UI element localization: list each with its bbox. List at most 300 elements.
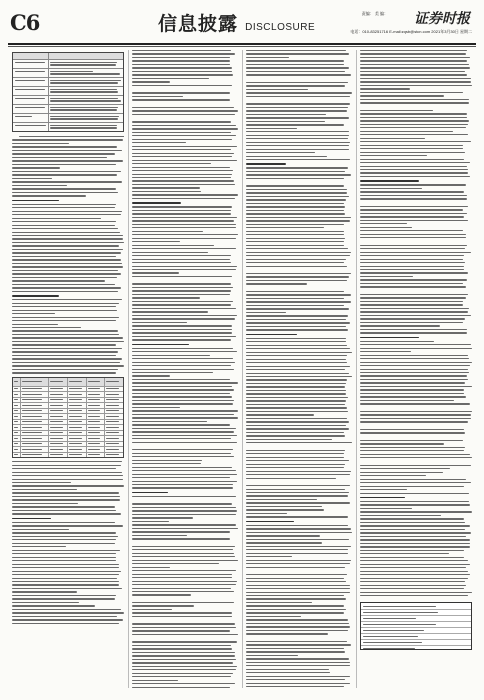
table-row (361, 645, 471, 651)
text-line (360, 571, 468, 572)
text-line (12, 598, 115, 599)
text-line (12, 317, 119, 318)
text-line (132, 174, 232, 175)
text-line (132, 553, 234, 554)
text-line (360, 227, 412, 228)
text-line (360, 362, 472, 363)
text-line (132, 266, 237, 267)
text-line (360, 592, 472, 593)
text-line (360, 110, 433, 111)
text-line (12, 557, 116, 558)
text-line (132, 666, 237, 667)
text-line (360, 440, 463, 441)
text-line (132, 602, 234, 603)
text-line (12, 358, 122, 359)
text-line (246, 82, 348, 83)
text-line (246, 352, 352, 353)
text-line (50, 82, 118, 83)
text-line (12, 355, 116, 356)
table-row (13, 441, 123, 447)
text-line (12, 578, 117, 579)
text-line (12, 150, 122, 151)
text-line (132, 574, 232, 575)
header-rule (8, 43, 476, 45)
text-line (360, 206, 468, 207)
text-line (132, 648, 232, 649)
table-cell (13, 123, 48, 131)
contact-line: 电话：010-83251716 E-mail:zqsb@stcn.com 2021年3月30日 星期二 (350, 29, 472, 34)
text-line (246, 64, 344, 65)
text-line (360, 131, 453, 132)
text-line (246, 393, 346, 394)
text-line (12, 496, 120, 497)
text-line (50, 127, 116, 128)
text-line (246, 135, 349, 136)
text-line (132, 588, 231, 589)
text-line (246, 633, 328, 634)
text-line (360, 578, 468, 579)
text-line (360, 269, 464, 270)
text-line (12, 324, 58, 325)
text-line (360, 134, 468, 135)
text-line (246, 655, 298, 656)
text-line (246, 171, 345, 172)
text-line (132, 645, 231, 646)
text-line (15, 89, 45, 90)
text-line (246, 74, 351, 75)
table-cell (86, 378, 105, 386)
table-cell (13, 431, 20, 436)
table-cell (20, 398, 48, 403)
section-subtitle: DISCLOSURE (245, 22, 316, 33)
table-cell (48, 60, 123, 68)
text-line (360, 493, 469, 494)
text-line (12, 472, 122, 473)
table-cell (48, 78, 123, 86)
table-cell (86, 436, 105, 441)
text-line (246, 213, 345, 214)
text-line (132, 322, 187, 323)
text-line (246, 414, 314, 415)
text-line (360, 301, 463, 302)
text-line (132, 114, 235, 115)
text-line (246, 400, 346, 401)
text-line (360, 550, 464, 551)
text-line (246, 366, 350, 367)
text-line (132, 121, 231, 122)
text-line (132, 194, 238, 195)
text-line (12, 553, 116, 554)
text-line (246, 499, 317, 500)
table-cell (13, 105, 48, 113)
text-line (246, 152, 315, 153)
text-line (132, 283, 231, 284)
editor-line: 责编： 美 编： (361, 11, 388, 16)
text-line (15, 125, 47, 126)
table-cell (13, 78, 48, 86)
text-line (50, 64, 116, 65)
text-line (132, 567, 170, 568)
text-line (360, 294, 468, 295)
text-line (246, 379, 347, 380)
table-cell (67, 431, 86, 436)
text-line (50, 71, 93, 72)
text-line (360, 375, 467, 376)
text-line (360, 482, 471, 483)
text-line (12, 218, 101, 219)
text-line (246, 665, 350, 666)
text-line (12, 157, 107, 158)
text-line (12, 284, 115, 285)
text-line (360, 127, 466, 128)
table-cell (48, 387, 67, 392)
text-line (360, 365, 470, 366)
table-cell (104, 425, 123, 430)
text-line (360, 95, 444, 96)
table-cell (13, 87, 48, 95)
table-cell (86, 409, 105, 414)
subheading-line (360, 497, 405, 499)
text-line (15, 116, 33, 117)
text-line (360, 71, 465, 72)
text-line (360, 50, 467, 51)
text-line (246, 369, 345, 370)
signature-table (360, 602, 472, 650)
text-line (360, 355, 468, 356)
text-line (12, 510, 116, 511)
table-cell (13, 96, 48, 104)
text-line (12, 327, 81, 328)
text-line (132, 594, 191, 595)
table-cell (104, 392, 123, 397)
text-line (246, 53, 349, 54)
text-line (246, 71, 345, 72)
text-line (360, 369, 468, 370)
text-line (132, 290, 231, 291)
text-line (246, 326, 346, 327)
text-line (50, 91, 118, 92)
table-cell (20, 431, 48, 436)
table-cell (67, 414, 86, 419)
text-line (12, 529, 69, 530)
text-line (132, 64, 230, 65)
text-line (360, 585, 466, 586)
table-cell (48, 96, 123, 104)
text-line (246, 418, 347, 419)
text-line (246, 315, 348, 316)
text-line (360, 78, 471, 79)
text-line (360, 245, 467, 246)
text-line (12, 185, 67, 186)
text-line (132, 673, 233, 674)
text-line (246, 329, 348, 330)
text-line (12, 503, 78, 504)
text-line (132, 180, 234, 181)
text-line (132, 217, 237, 218)
table-cell (48, 114, 123, 122)
text-line (19, 136, 124, 137)
subheading-line (132, 344, 189, 346)
text-line (132, 125, 236, 126)
text-line (246, 612, 344, 613)
text-line (12, 280, 105, 281)
text-line (246, 192, 347, 193)
text-line (12, 306, 116, 307)
table-cell (48, 453, 67, 458)
text-line (246, 471, 351, 472)
text-line (246, 525, 348, 526)
text-line (132, 517, 193, 518)
text-line (246, 549, 348, 550)
text-line (132, 424, 230, 425)
table-cell (13, 414, 20, 419)
header-rule-thin (8, 46, 476, 47)
text-line (360, 418, 471, 419)
text-line (360, 543, 470, 544)
text-line (360, 166, 467, 167)
text-line (246, 425, 346, 426)
table-cell (20, 447, 48, 452)
table-cell (48, 414, 67, 419)
table-cell (20, 420, 48, 425)
table-cell (48, 409, 67, 414)
text-line (132, 139, 232, 140)
text-line (12, 468, 116, 469)
text-line (12, 259, 121, 260)
text-line (12, 536, 118, 537)
text-line (246, 435, 345, 436)
text-line (246, 276, 349, 277)
text-line (360, 539, 470, 540)
text-line (12, 214, 121, 215)
text-line (12, 192, 118, 193)
text-line (360, 465, 471, 466)
text-line (360, 532, 471, 533)
text-line (132, 487, 233, 488)
text-line (132, 470, 236, 471)
text-line (360, 581, 465, 582)
text-line (12, 372, 116, 373)
text-line (132, 269, 236, 270)
text-line (132, 531, 230, 532)
text-line (246, 464, 345, 465)
text-line (246, 460, 349, 461)
text-line (132, 514, 236, 515)
table-cell (67, 398, 86, 403)
text-line (12, 499, 120, 500)
text-line (360, 272, 468, 273)
text-line (132, 556, 235, 557)
text-line (132, 128, 238, 129)
text-line (360, 522, 465, 523)
text-line (132, 474, 237, 475)
text-line (360, 432, 465, 433)
table-row (13, 104, 123, 113)
text-line (12, 232, 120, 233)
text-line (360, 57, 470, 58)
text-line (132, 248, 236, 249)
text-line (132, 535, 187, 536)
text-line (12, 310, 117, 311)
table-cell (13, 447, 20, 452)
text-line (246, 312, 286, 313)
text-line (360, 155, 427, 156)
table-cell (13, 378, 20, 386)
text-line (246, 457, 344, 458)
text-line (132, 71, 232, 72)
text-line (12, 181, 122, 182)
text-line (246, 338, 346, 339)
table-row (13, 59, 123, 68)
text-line (132, 287, 233, 288)
text-line (246, 421, 349, 422)
text-line (132, 311, 208, 312)
table-cell (20, 387, 48, 392)
text-line (12, 591, 77, 592)
text-line (246, 262, 344, 263)
text-line (246, 359, 346, 360)
text-line (12, 164, 116, 165)
text-line (360, 515, 441, 516)
text-line (246, 676, 350, 677)
text-line (360, 400, 454, 401)
text-line (360, 332, 467, 333)
text-line (132, 156, 232, 157)
text-line (132, 329, 232, 330)
text-line (246, 506, 322, 507)
table-cell (48, 398, 67, 403)
text-line (246, 305, 344, 306)
text-line (132, 400, 234, 401)
text-line (15, 62, 46, 63)
text-line (246, 149, 349, 150)
text-line (132, 142, 186, 143)
text-line (360, 475, 426, 476)
text-line (246, 255, 350, 256)
text-line (360, 286, 466, 287)
text-line (12, 263, 122, 264)
text-line (360, 148, 463, 149)
text-line (246, 121, 325, 122)
table-row (13, 68, 123, 77)
table-row (13, 413, 123, 419)
table-cell (86, 453, 105, 458)
text-line (360, 468, 450, 469)
text-line (246, 651, 345, 652)
column-3 (246, 50, 352, 690)
text-line (360, 389, 464, 390)
text-line (246, 174, 351, 175)
text-line (132, 297, 200, 298)
text-line (12, 160, 123, 161)
table-cell (67, 378, 86, 386)
text-line (246, 492, 349, 493)
text-line (246, 602, 312, 603)
table-cell (13, 442, 20, 447)
text-line (360, 379, 468, 380)
text-line (246, 60, 344, 61)
text-line (246, 301, 351, 302)
table-cell (48, 87, 123, 95)
table-cell (13, 392, 20, 397)
text-line (12, 588, 122, 589)
text-line (360, 176, 470, 177)
text-line (132, 339, 231, 340)
text-line (132, 67, 232, 68)
text-line (132, 659, 236, 660)
table-cell (104, 387, 123, 392)
text-line (246, 131, 349, 132)
text-line (12, 465, 121, 466)
text-line (360, 454, 470, 455)
text-line (246, 605, 344, 606)
text-line (132, 255, 231, 256)
text-line (246, 124, 344, 125)
text-line (50, 109, 116, 110)
text-line (246, 574, 347, 575)
text-line (132, 224, 236, 225)
text-line (360, 508, 412, 509)
table-cell (13, 387, 20, 392)
text-line (12, 221, 116, 222)
text-line (246, 231, 344, 232)
text-line (246, 266, 347, 267)
table-cell (13, 436, 20, 441)
text-line (360, 574, 470, 575)
text-line (246, 252, 351, 253)
table-cell (104, 398, 123, 403)
subheading-line (132, 202, 181, 204)
text-line (246, 467, 344, 468)
text-line (12, 571, 121, 572)
table-cell (13, 453, 20, 458)
text-line (360, 255, 464, 256)
table-cell (48, 123, 123, 131)
text-line (12, 513, 121, 514)
text-line (360, 386, 472, 387)
text-line (360, 308, 469, 309)
text-line (12, 270, 118, 271)
table-cell (13, 60, 48, 68)
text-line (132, 616, 232, 617)
text-line (246, 535, 320, 536)
text-line (360, 536, 466, 537)
table-cell (86, 447, 105, 452)
text-line (12, 341, 124, 342)
text-line (50, 98, 117, 99)
table-row (13, 113, 123, 122)
text-line (132, 407, 180, 408)
text-line (132, 379, 230, 380)
table-cell (48, 436, 67, 441)
text-line (246, 474, 350, 475)
text-line (246, 273, 351, 274)
text-line (360, 169, 468, 170)
text-line (12, 330, 118, 331)
table-cell (13, 425, 20, 430)
text-line (132, 231, 203, 232)
text-line (246, 585, 350, 586)
text-line (360, 92, 463, 93)
text-line (246, 513, 287, 514)
table-cell (48, 69, 123, 77)
text-line (12, 595, 116, 596)
text-line (360, 237, 466, 238)
text-line (246, 553, 348, 554)
text-line (15, 107, 46, 108)
column-divider (128, 50, 129, 688)
text-line (132, 259, 230, 260)
